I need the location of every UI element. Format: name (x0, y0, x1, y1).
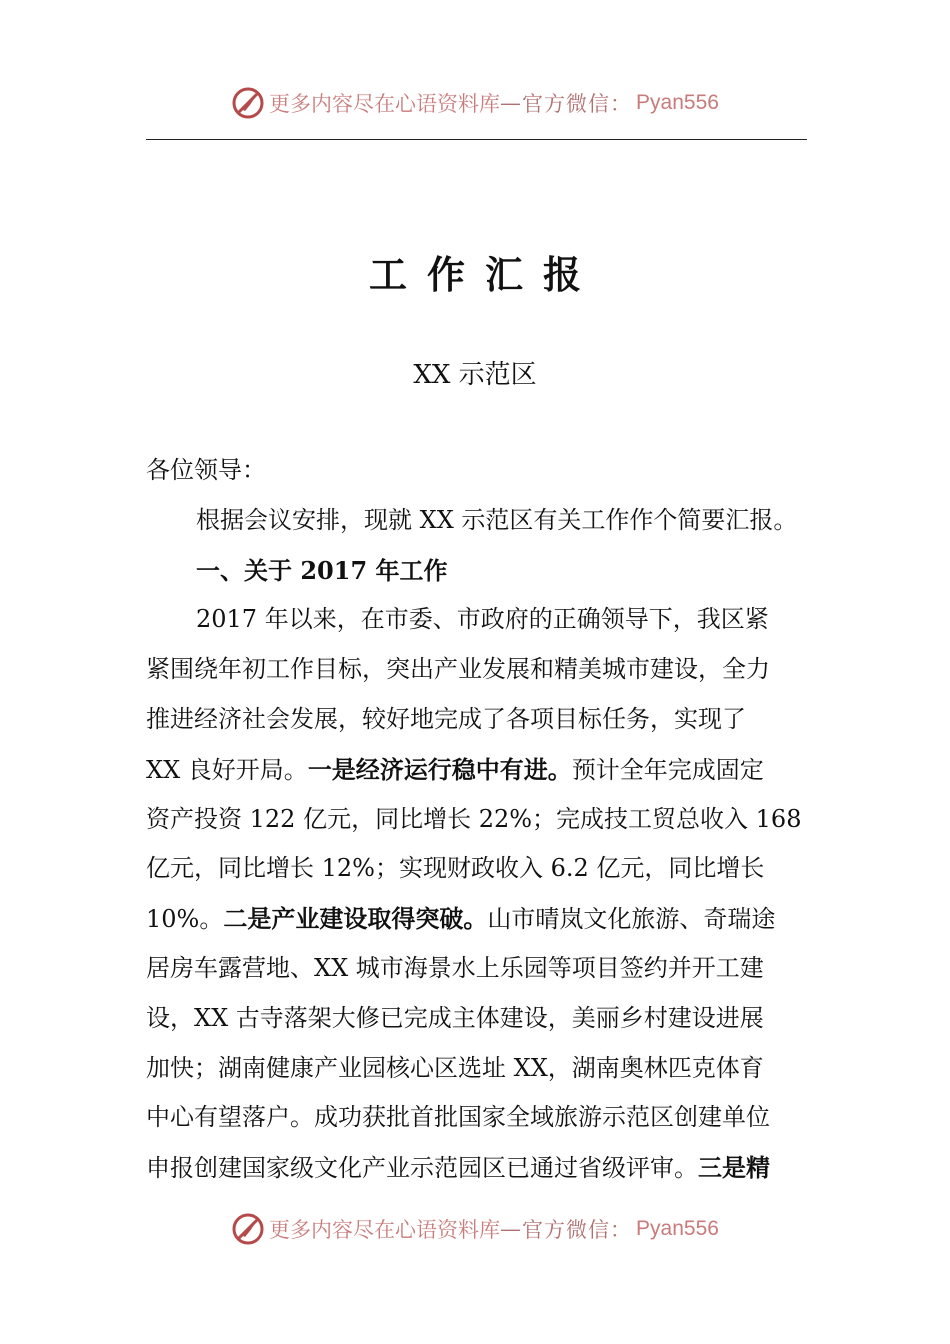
paragraph-line (146, 994, 808, 1044)
document-body (146, 446, 808, 1193)
document-title: 工作汇报 (368, 252, 601, 297)
paragraph-line (146, 1044, 808, 1094)
paragraph-line (146, 645, 808, 695)
paragraph-text: 推进经济社会发展，较好地完成了各项目标任务，实现了 (146, 704, 746, 733)
quill-logo-icon (231, 1212, 265, 1246)
bold-lead-phrase: 三是精 (698, 1153, 770, 1183)
paragraph-text: 居房车露营地、XX 城市海景水上乐园等项目签约并开工建 (146, 953, 764, 982)
document-subtitle: XX 示范区 (413, 360, 537, 390)
paragraph-line (146, 595, 808, 645)
watermark-sub-text: 官方微信： (522, 1218, 633, 1242)
paragraph-text: 设，XX 古寺落架大修已完成主体建设，美丽乡村建设进展 (146, 1003, 764, 1032)
paragraph-line (146, 844, 808, 894)
paragraph-text: 加快；湖南健康产业园核心区选址 XX，湖南奥林匹克体育 (146, 1053, 764, 1082)
watermark-wechat-id: Pyan556 (636, 1217, 719, 1240)
intro-paragraph: 根据会议安排，现就 XX 示范区有关工作作个简要汇报。 (196, 505, 798, 534)
watermark-dash: — (500, 91, 523, 115)
paragraph-line (146, 745, 808, 795)
watermark-main-text: 更多内容尽在心语资料库 (269, 92, 501, 116)
watermark-sub-text: 官方微信： (522, 92, 633, 116)
bold-lead-phrase: 二是产业建设取得突破。 (223, 904, 488, 934)
paragraph-text: 山市晴岚文化旅游、奇瑞途 (487, 905, 776, 934)
paragraph-line (146, 944, 808, 994)
paragraph-line (146, 894, 808, 944)
header-watermark (0, 86, 950, 120)
bold-lead-phrase: 一是经济运行稳中有进。 (307, 754, 572, 784)
paragraph-text: 亿元，同比增长 12%；实现财政收入 6.2 亿元，同比增长 (146, 854, 765, 883)
paragraph-text: 预计全年完成固定 (571, 755, 764, 784)
paragraph-text: 2017 年以来，在市委、市政府的正确领导下，我区紧 (196, 605, 769, 634)
paragraph-text: 中心有望落户。成功获批首批国家全域旅游示范区创建单位 (146, 1103, 770, 1132)
watermark-main-text: 更多内容尽在心语资料库 (269, 1218, 501, 1242)
watermark-dash: — (500, 1217, 523, 1241)
paragraph-line (146, 695, 808, 745)
body-paragraph (146, 595, 808, 1193)
quill-logo-icon (231, 86, 265, 120)
paragraph-text: XX 良好开局。 (146, 755, 308, 784)
section-heading: 一、关于 2017 年工作 (196, 555, 448, 585)
paragraph-text: 申报创建国家级文化产业示范园区已通过省级评审。 (146, 1154, 698, 1183)
footer-watermark (0, 1212, 950, 1246)
paragraph-text: 资产投资 122 亿元，同比增长 22%；完成技工贸总收入 168 (146, 804, 802, 833)
watermark-wechat-id: Pyan556 (636, 91, 719, 114)
paragraph-text: 10%。 (146, 905, 224, 934)
header-divider (146, 139, 807, 140)
paragraph-line (146, 795, 808, 845)
paragraph-line (146, 1093, 808, 1143)
paragraph-line (146, 1143, 808, 1193)
paragraph-text: 紧围绕年初工作目标，突出产业发展和精美城市建设，全力 (146, 655, 770, 684)
salutation: 各位领导： (146, 456, 266, 484)
